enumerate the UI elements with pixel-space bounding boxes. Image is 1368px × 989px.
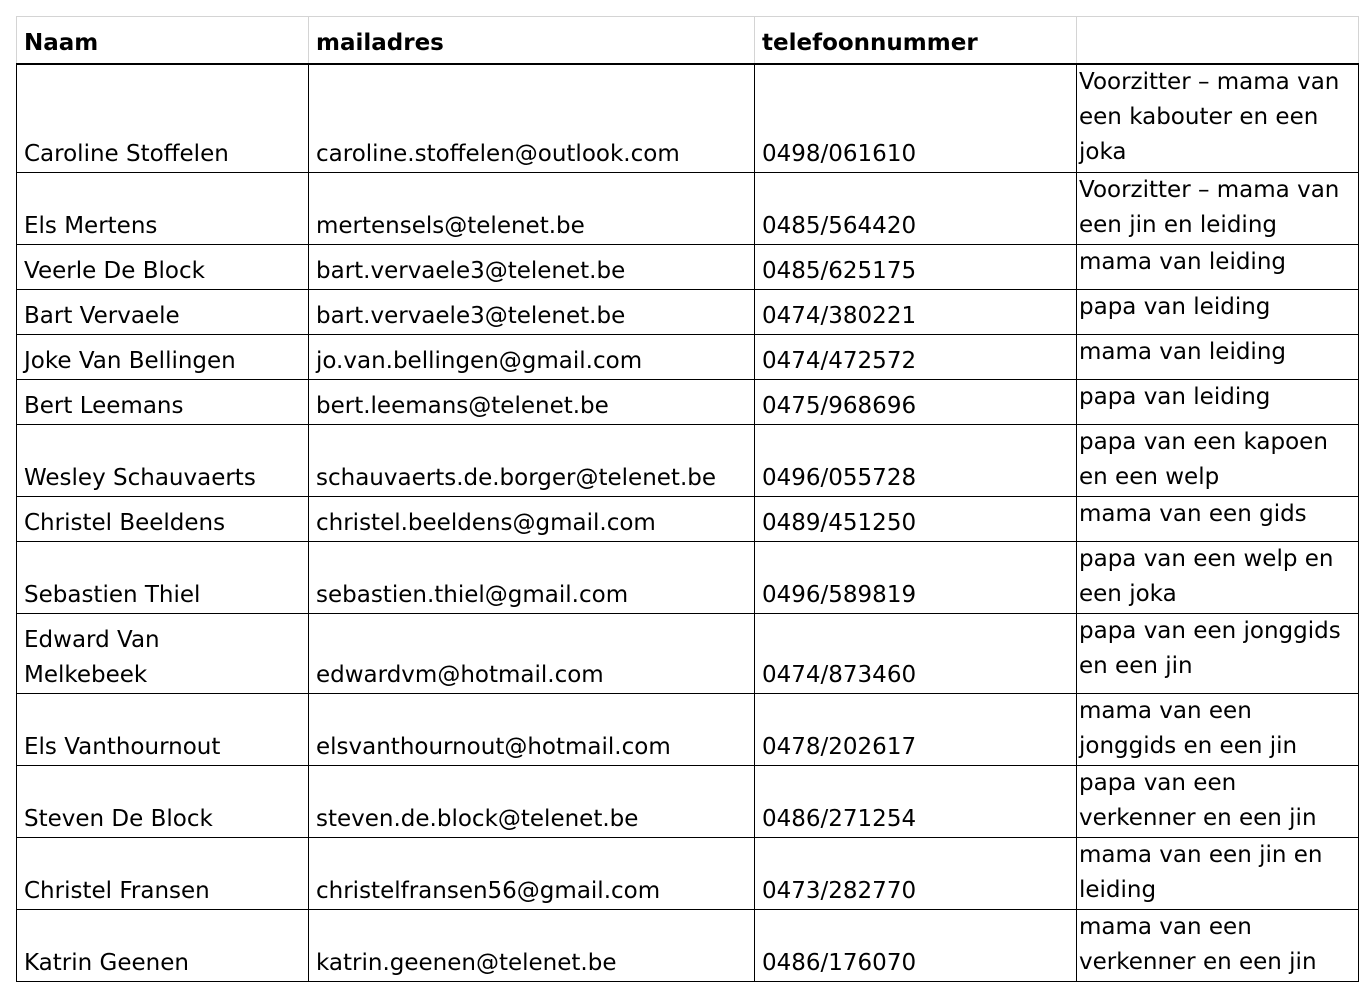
cell-phone: 0486/176070 (755, 909, 1077, 981)
table-row (17, 334, 1359, 379)
cell-name: Caroline Stoffelen (17, 64, 309, 172)
cell-email: katrin.geenen@telenet.be (309, 909, 755, 981)
cell-email: schauvaerts.de.borger@telenet.be (309, 424, 755, 496)
cell-phone: 0475/968696 (755, 379, 1077, 424)
cell-email: mertensels@telenet.be (309, 172, 755, 244)
cell-phone: 0489/451250 (755, 496, 1077, 541)
cell-phone: 0496/589819 (755, 541, 1077, 613)
cell-email: christelfransen56@gmail.com (309, 837, 755, 909)
cell-name: Katrin Geenen (17, 909, 309, 981)
table-row (17, 693, 1359, 765)
table-row (17, 496, 1359, 541)
cell-note: mama van leiding (1077, 244, 1359, 289)
cell-email: caroline.stoffelen@outlook.com (309, 64, 755, 172)
cell-email: jo.van.bellingen@gmail.com (309, 334, 755, 379)
table-row (17, 765, 1359, 837)
table-header (17, 17, 1359, 65)
cell-name: Veerle De Block (17, 244, 309, 289)
table-row (17, 909, 1359, 981)
cell-note: papa van een verkenner en een jin (1077, 765, 1359, 837)
cell-name: Steven De Block (17, 765, 309, 837)
cell-name: Christel Fransen (17, 837, 309, 909)
cell-phone: 0496/055728 (755, 424, 1077, 496)
table-row (17, 289, 1359, 334)
header-phone: telefoonnummer (755, 17, 1077, 65)
cell-name: Edward Van Melkebeek (17, 613, 309, 693)
cell-phone: 0474/873460 (755, 613, 1077, 693)
table-row (17, 244, 1359, 289)
table-row (17, 172, 1359, 244)
table-row (17, 613, 1359, 693)
cell-note: papa van leiding (1077, 289, 1359, 334)
cell-email: bart.vervaele3@telenet.be (309, 244, 755, 289)
cell-email: sebastien.thiel@gmail.com (309, 541, 755, 613)
cell-note: Voorzitter – mama van een kabouter en een joka (1077, 64, 1359, 172)
table-row (17, 379, 1359, 424)
cell-name: Christel Beeldens (17, 496, 309, 541)
cell-phone: 0485/625175 (755, 244, 1077, 289)
cell-note: mama van een jonggids en een jin (1077, 693, 1359, 765)
cell-phone: 0486/271254 (755, 765, 1077, 837)
cell-note: mama van een gids (1077, 496, 1359, 541)
table-row (17, 541, 1359, 613)
cell-name: Els Mertens (17, 172, 309, 244)
cell-note: mama van leiding (1077, 334, 1359, 379)
cell-name: Wesley Schauvaerts (17, 424, 309, 496)
table-body (17, 64, 1359, 981)
cell-email: bart.vervaele3@telenet.be (309, 289, 755, 334)
header-row (17, 17, 1359, 65)
cell-email: elsvanthournout@hotmail.com (309, 693, 755, 765)
cell-name: Sebastien Thiel (17, 541, 309, 613)
cell-email: edwardvm@hotmail.com (309, 613, 755, 693)
cell-email: christel.beeldens@gmail.com (309, 496, 755, 541)
header-name: Naam (17, 17, 309, 65)
cell-name: Bart Vervaele (17, 289, 309, 334)
cell-email: steven.de.block@telenet.be (309, 765, 755, 837)
header-email: mailadres (309, 17, 755, 65)
cell-note: Voorzitter – mama van een jin en leiding (1077, 172, 1359, 244)
cell-note: mama van een jin en leiding (1077, 837, 1359, 909)
table-row (17, 424, 1359, 496)
contacts-table (16, 16, 1359, 982)
table-row (17, 837, 1359, 909)
cell-note: papa van een kapoen en een welp (1077, 424, 1359, 496)
cell-note: mama van een verkenner en een jin (1077, 909, 1359, 981)
cell-note: papa van een jonggids en een jin (1077, 613, 1359, 693)
cell-phone: 0485/564420 (755, 172, 1077, 244)
table-row (17, 64, 1359, 172)
cell-phone: 0498/061610 (755, 64, 1077, 172)
cell-note: papa van leiding (1077, 379, 1359, 424)
cell-phone: 0478/202617 (755, 693, 1077, 765)
cell-name: Els Vanthournout (17, 693, 309, 765)
cell-note: papa van een welp en een joka (1077, 541, 1359, 613)
cell-phone: 0474/472572 (755, 334, 1077, 379)
cell-name: Bert Leemans (17, 379, 309, 424)
cell-phone: 0474/380221 (755, 289, 1077, 334)
cell-email: bert.leemans@telenet.be (309, 379, 755, 424)
cell-phone: 0473/282770 (755, 837, 1077, 909)
cell-name: Joke Van Bellingen (17, 334, 309, 379)
header-note (1077, 17, 1359, 65)
